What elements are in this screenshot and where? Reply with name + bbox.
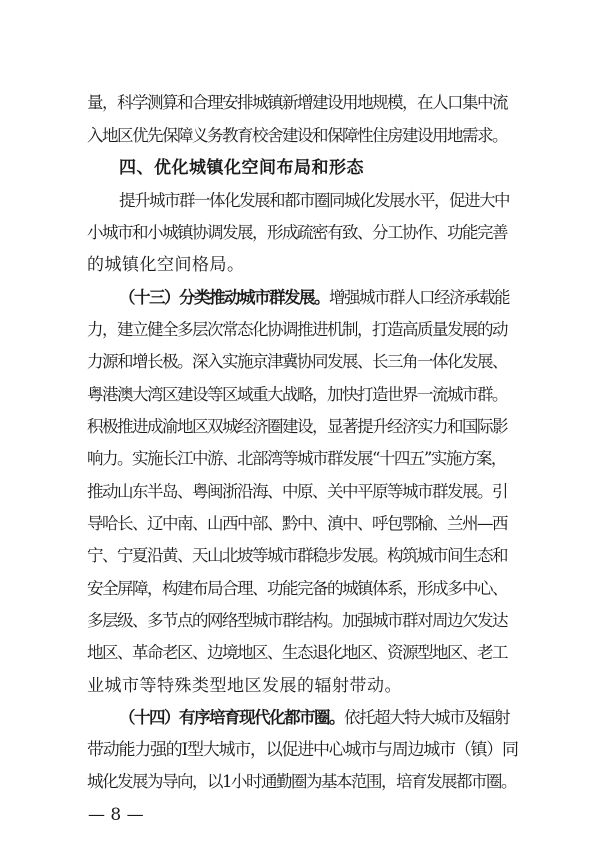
item-13-first-line — [119, 287, 517, 309]
paragraph-line: 力，建立健全多层次常态化协调推进机制，打造高质量发展的动 — [87, 320, 507, 339]
paragraph-line: 量，科学测算和合理安排城镇新增建设用地规模，在人口集中流 — [87, 93, 507, 112]
paragraph-line: 粤港澳大湾区建设等区域重大战略，加快打造世界一流城市群。 — [87, 385, 507, 404]
item-14-first-line — [119, 707, 517, 729]
item-14-text: 依托超大特大城市及辐射 — [344, 708, 509, 727]
item-13-title: （十三）分类推动城市群发展。 — [119, 288, 329, 307]
item-13-text: 增强城市群人口经济承载能 — [329, 288, 509, 307]
item-14-title: （十四）有序培育现代化都市圈。 — [119, 708, 344, 727]
paragraph-line: 推动山东半岛、粤闽浙沿海、中原、关中平原等城市群发展。引 — [87, 482, 507, 501]
paragraph-line: 的城镇化空间格局。 — [87, 255, 245, 275]
paragraph-line: 提升城市群一体化发展和都市圈同城化发展水平，促进大中 — [119, 191, 509, 210]
paragraph-line: 多层级、多节点的网络型城市群结构。加强城市群对周边欠发达 — [87, 611, 507, 630]
paragraph-line: 入地区优先保障义务教育校舍建设和保障性住房建设用地需求。 — [87, 126, 507, 145]
paragraph-line: 宁、宁夏沿黄、天山北坡等城市群稳步发展。构筑城市间生态和 — [87, 546, 507, 565]
paragraph-line: 积极推进成渝地区双城经济圈建设，显著提升经济实力和国际影 — [87, 417, 507, 436]
paragraph-line: 地区、革命老区、边境地区、生态退化地区、资源型地区、老工 — [87, 643, 507, 662]
page-number: — 8 — — [88, 805, 144, 825]
paragraph-line: 安全屏障，构建布局合理、功能完备的城镇体系，形成多中心、 — [87, 579, 507, 598]
paragraph-line: 导哈长、辽中南、山西中部、黔中、滇中、呼包鄂榆、兰州—西 — [87, 514, 507, 533]
paragraph-line: 城化发展为导向，以1小时通勤圈为基本范围，培育发展都市圈。 — [87, 772, 516, 791]
paragraph-line: 力源和增长极。深入实施京津冀协同发展、长三角一体化发展、 — [87, 352, 507, 371]
paragraph-line: 响力。实施长江中游、北部湾等城市群发展“十四五”实施方案， — [87, 449, 506, 468]
section-heading: 四、优化城镇化空间布局和形态 — [119, 158, 364, 178]
paragraph-line: 小城市和小城镇协调发展，形成疏密有致、分工协作、功能完善 — [87, 223, 507, 242]
paragraph-line: 业城市等特殊类型地区发展的辐射带动。 — [87, 676, 402, 696]
paragraph-line: 带动能力强的Ⅰ型大城市，以促进中心城市与周边城市（镇）同 — [87, 740, 518, 760]
